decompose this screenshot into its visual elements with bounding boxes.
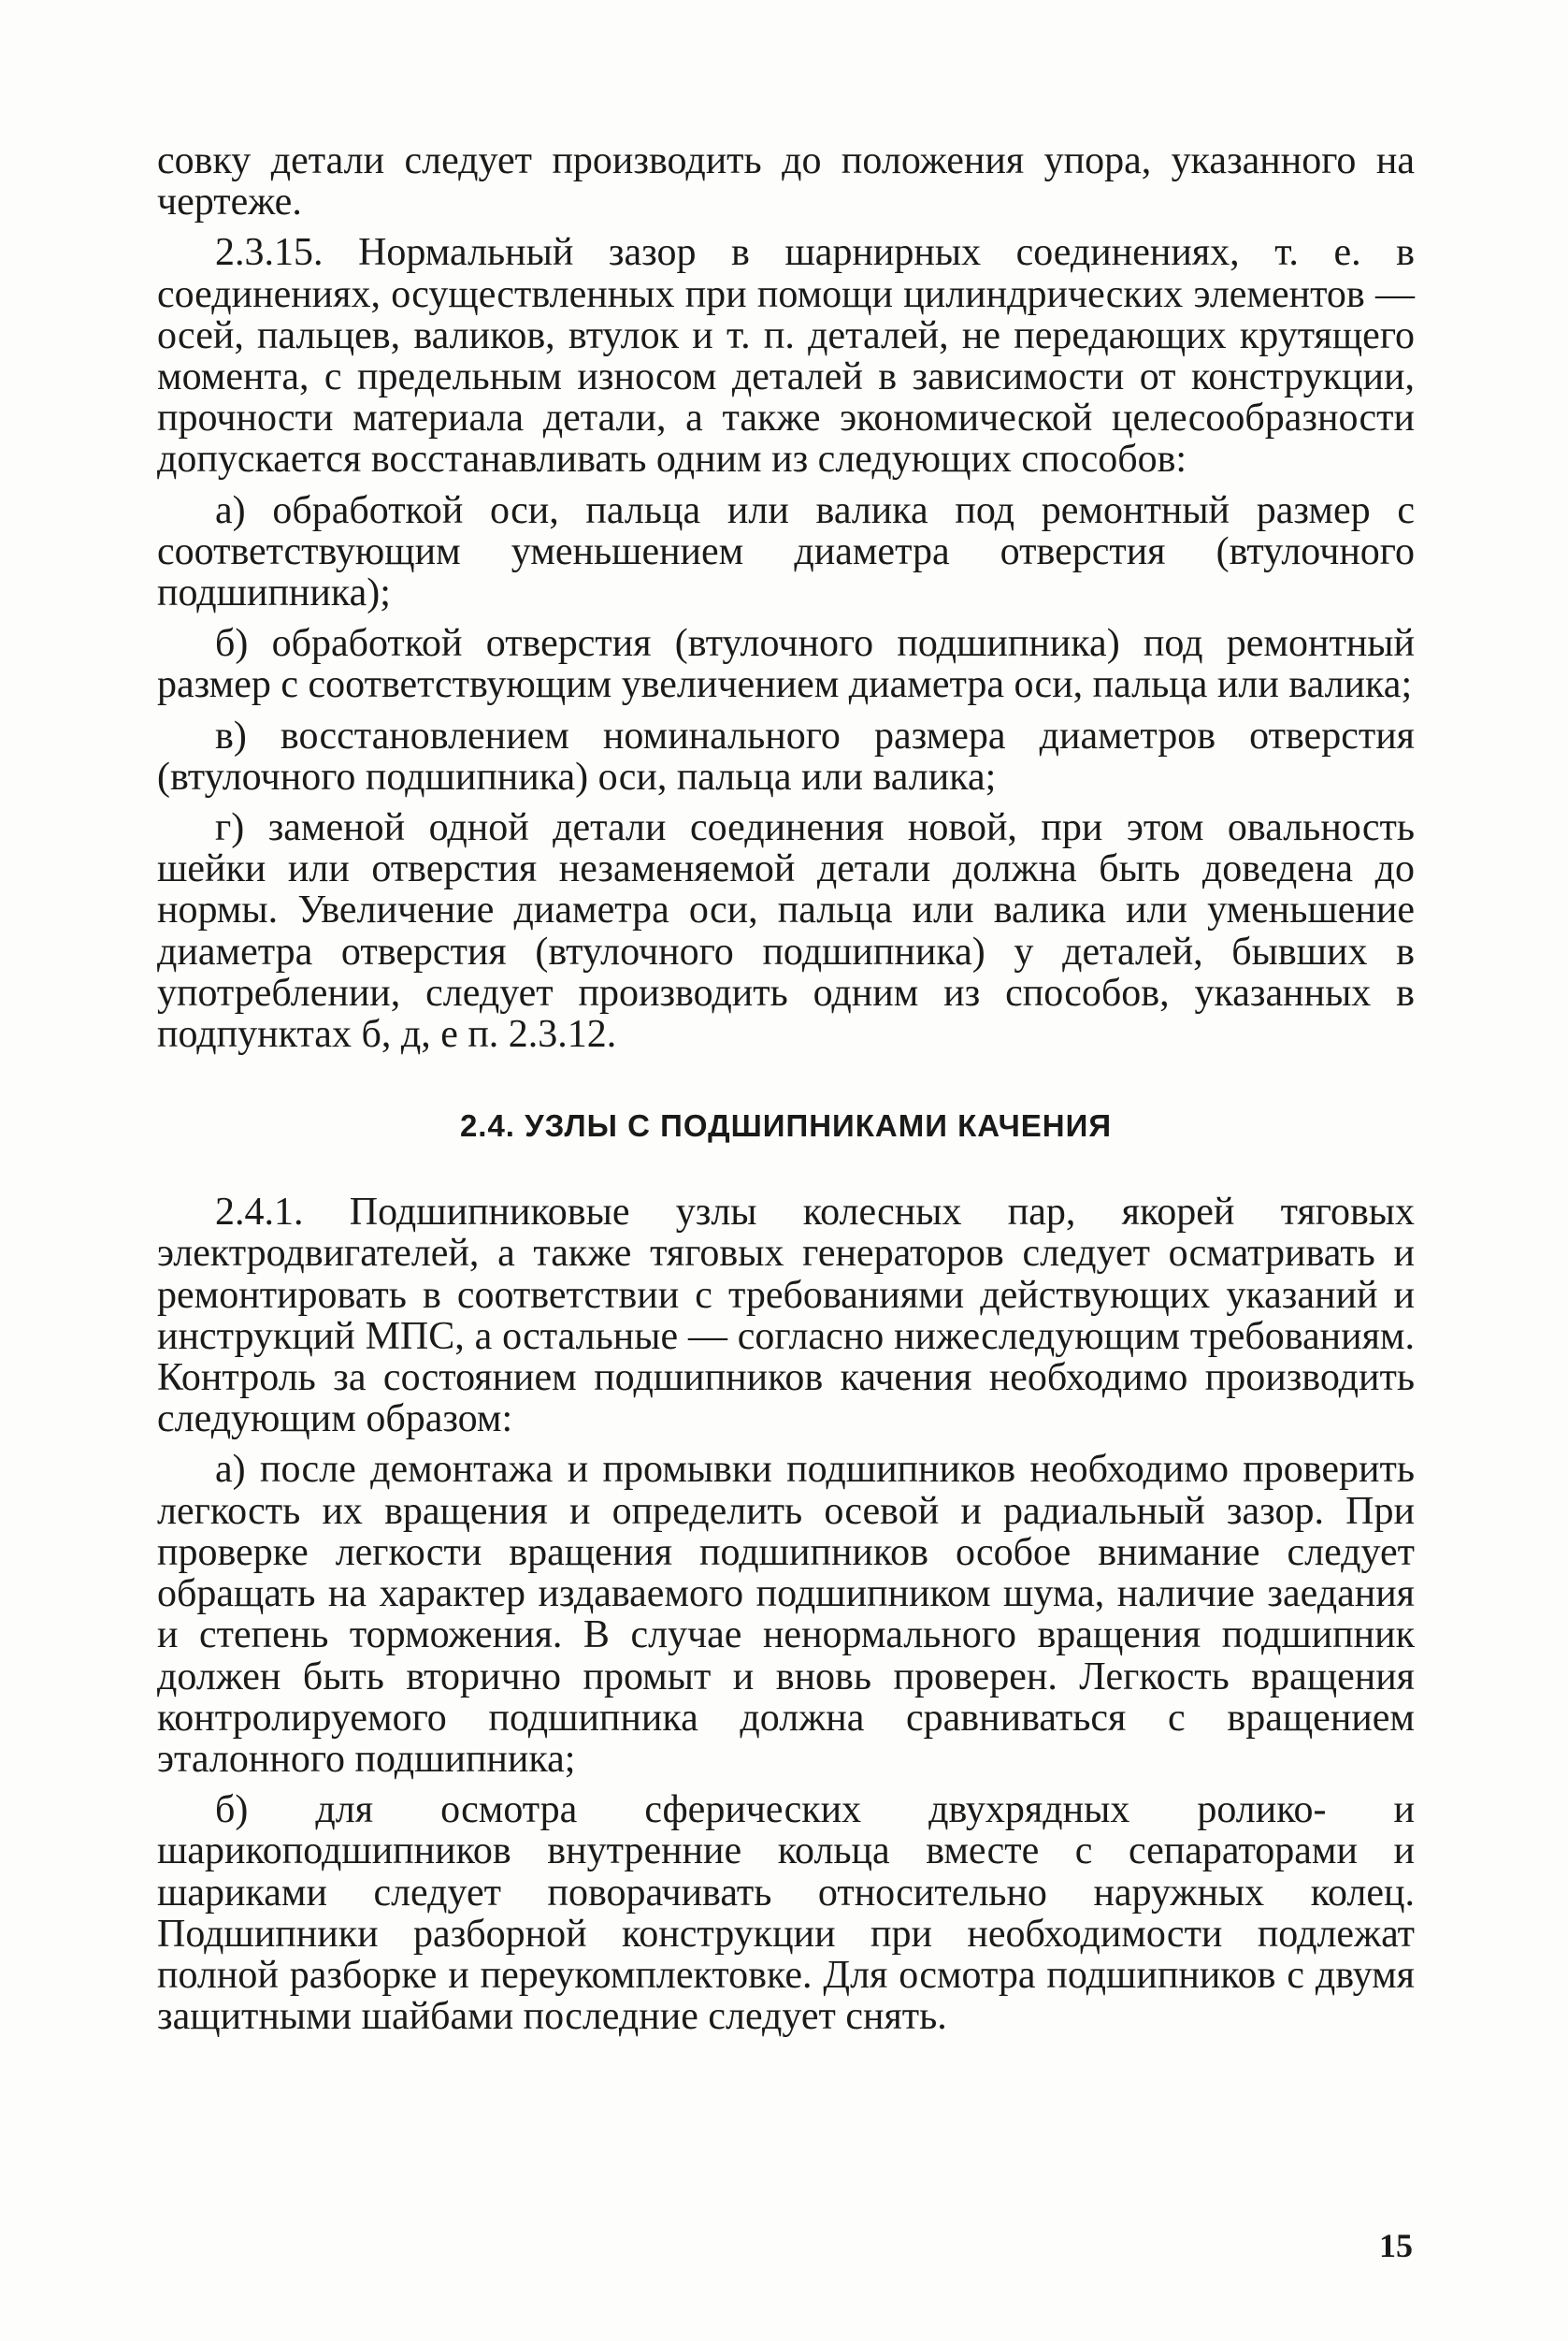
- paragraph-2-3-15: 2.3.15. Нормальный зазор в шарнирных соединениях, т. е. в соединениях, осуществленных при помощи цилиндрических элементов —осей, пальцев, валиков, втулок и т. п. деталей, не передающих крутящего момента, с предельным износом деталей в зависимости от конструкции, прочности материала детали, а также экономической целесообразности допускается восстанавливать одним из следующих способов:: [157, 231, 1415, 482]
- page-number: 15: [1379, 2227, 1413, 2264]
- list-item-v: в) восстановлением номинального размера диаметров отверстия (втулочного подшипника) оси, пальца или валика;: [157, 714, 1415, 799]
- list-item-a: а) обработкой оси, пальца или валика под ремонтный размер с соответствующим уменьшением диаметра отверстия (втулочного подшипника);: [157, 488, 1415, 615]
- list-item-b-bearings: б) для осмотра сферических двухрядных ролико- и шарикоподшипников внутренние кольца вместе с сепараторами и шариками следует поворачивать относительно наружных колец. Подшипники разборной конструкции при необходимости подлежат полной разборке и переукомплектовке. Для осмотра подшипников с двумя защитными шайбами последние следует снять.: [157, 1788, 1415, 2039]
- paragraph-2-4-1: 2.4.1. Подшипниковые узлы колесных пар, якорей тяговых электродвигателей, а также тяговых генераторов следует осматривать и ремонтировать в соответствии с требованиями действующих указаний и инструкций МПС, а остальные — согласно нижеследующим требованиям. Контроль за состоянием подшипников качения необходимо производить следующим образом:: [157, 1191, 1415, 1441]
- list-item-b: б) обработкой отверстия (втулочного подшипника) под ремонтный размер с соответствующим увеличением диаметра оси, пальца или валика;: [157, 622, 1415, 707]
- section-heading: 2.4. УЗЛЫ С ПОДШИПНИКАМИ КАЧЕНИЯ: [459, 1108, 1113, 1144]
- list-item-g: г) заменой одной детали соединения новой, при этом овальность шейки или отверстия незаменяемой детали должна быть доведена до нормы. Увеличение диаметра оси, пальца или валика или уменьшение диаметра отверстия (втулочного подшипника) у деталей, бывших в употреблении, следует производить одним из способов, указанных в подпунктах б, д, е п. 2.3.12.: [157, 806, 1415, 1057]
- paragraph-continuation: совку детали следует производить до положения упора, указанного на чертеже.: [157, 139, 1415, 224]
- body-text: [157, 140, 1415, 2037]
- list-item-a-bearings: а) после демонтажа и промывки подшипников необходимо проверить легкость их вращения и определить осевой и радиальный зазор. При проверке легкости вращения подшипников особое внимание следует обращать на характер издаваемого подшипником шума, наличие заедания и степень торможения. В случае ненормального вращения подшипник должен быть вторично промыт и вновь проверен. Легкость вращения контролируемого подшипника должна сравниваться с вращением эталонного подшипника;: [157, 1448, 1415, 1781]
